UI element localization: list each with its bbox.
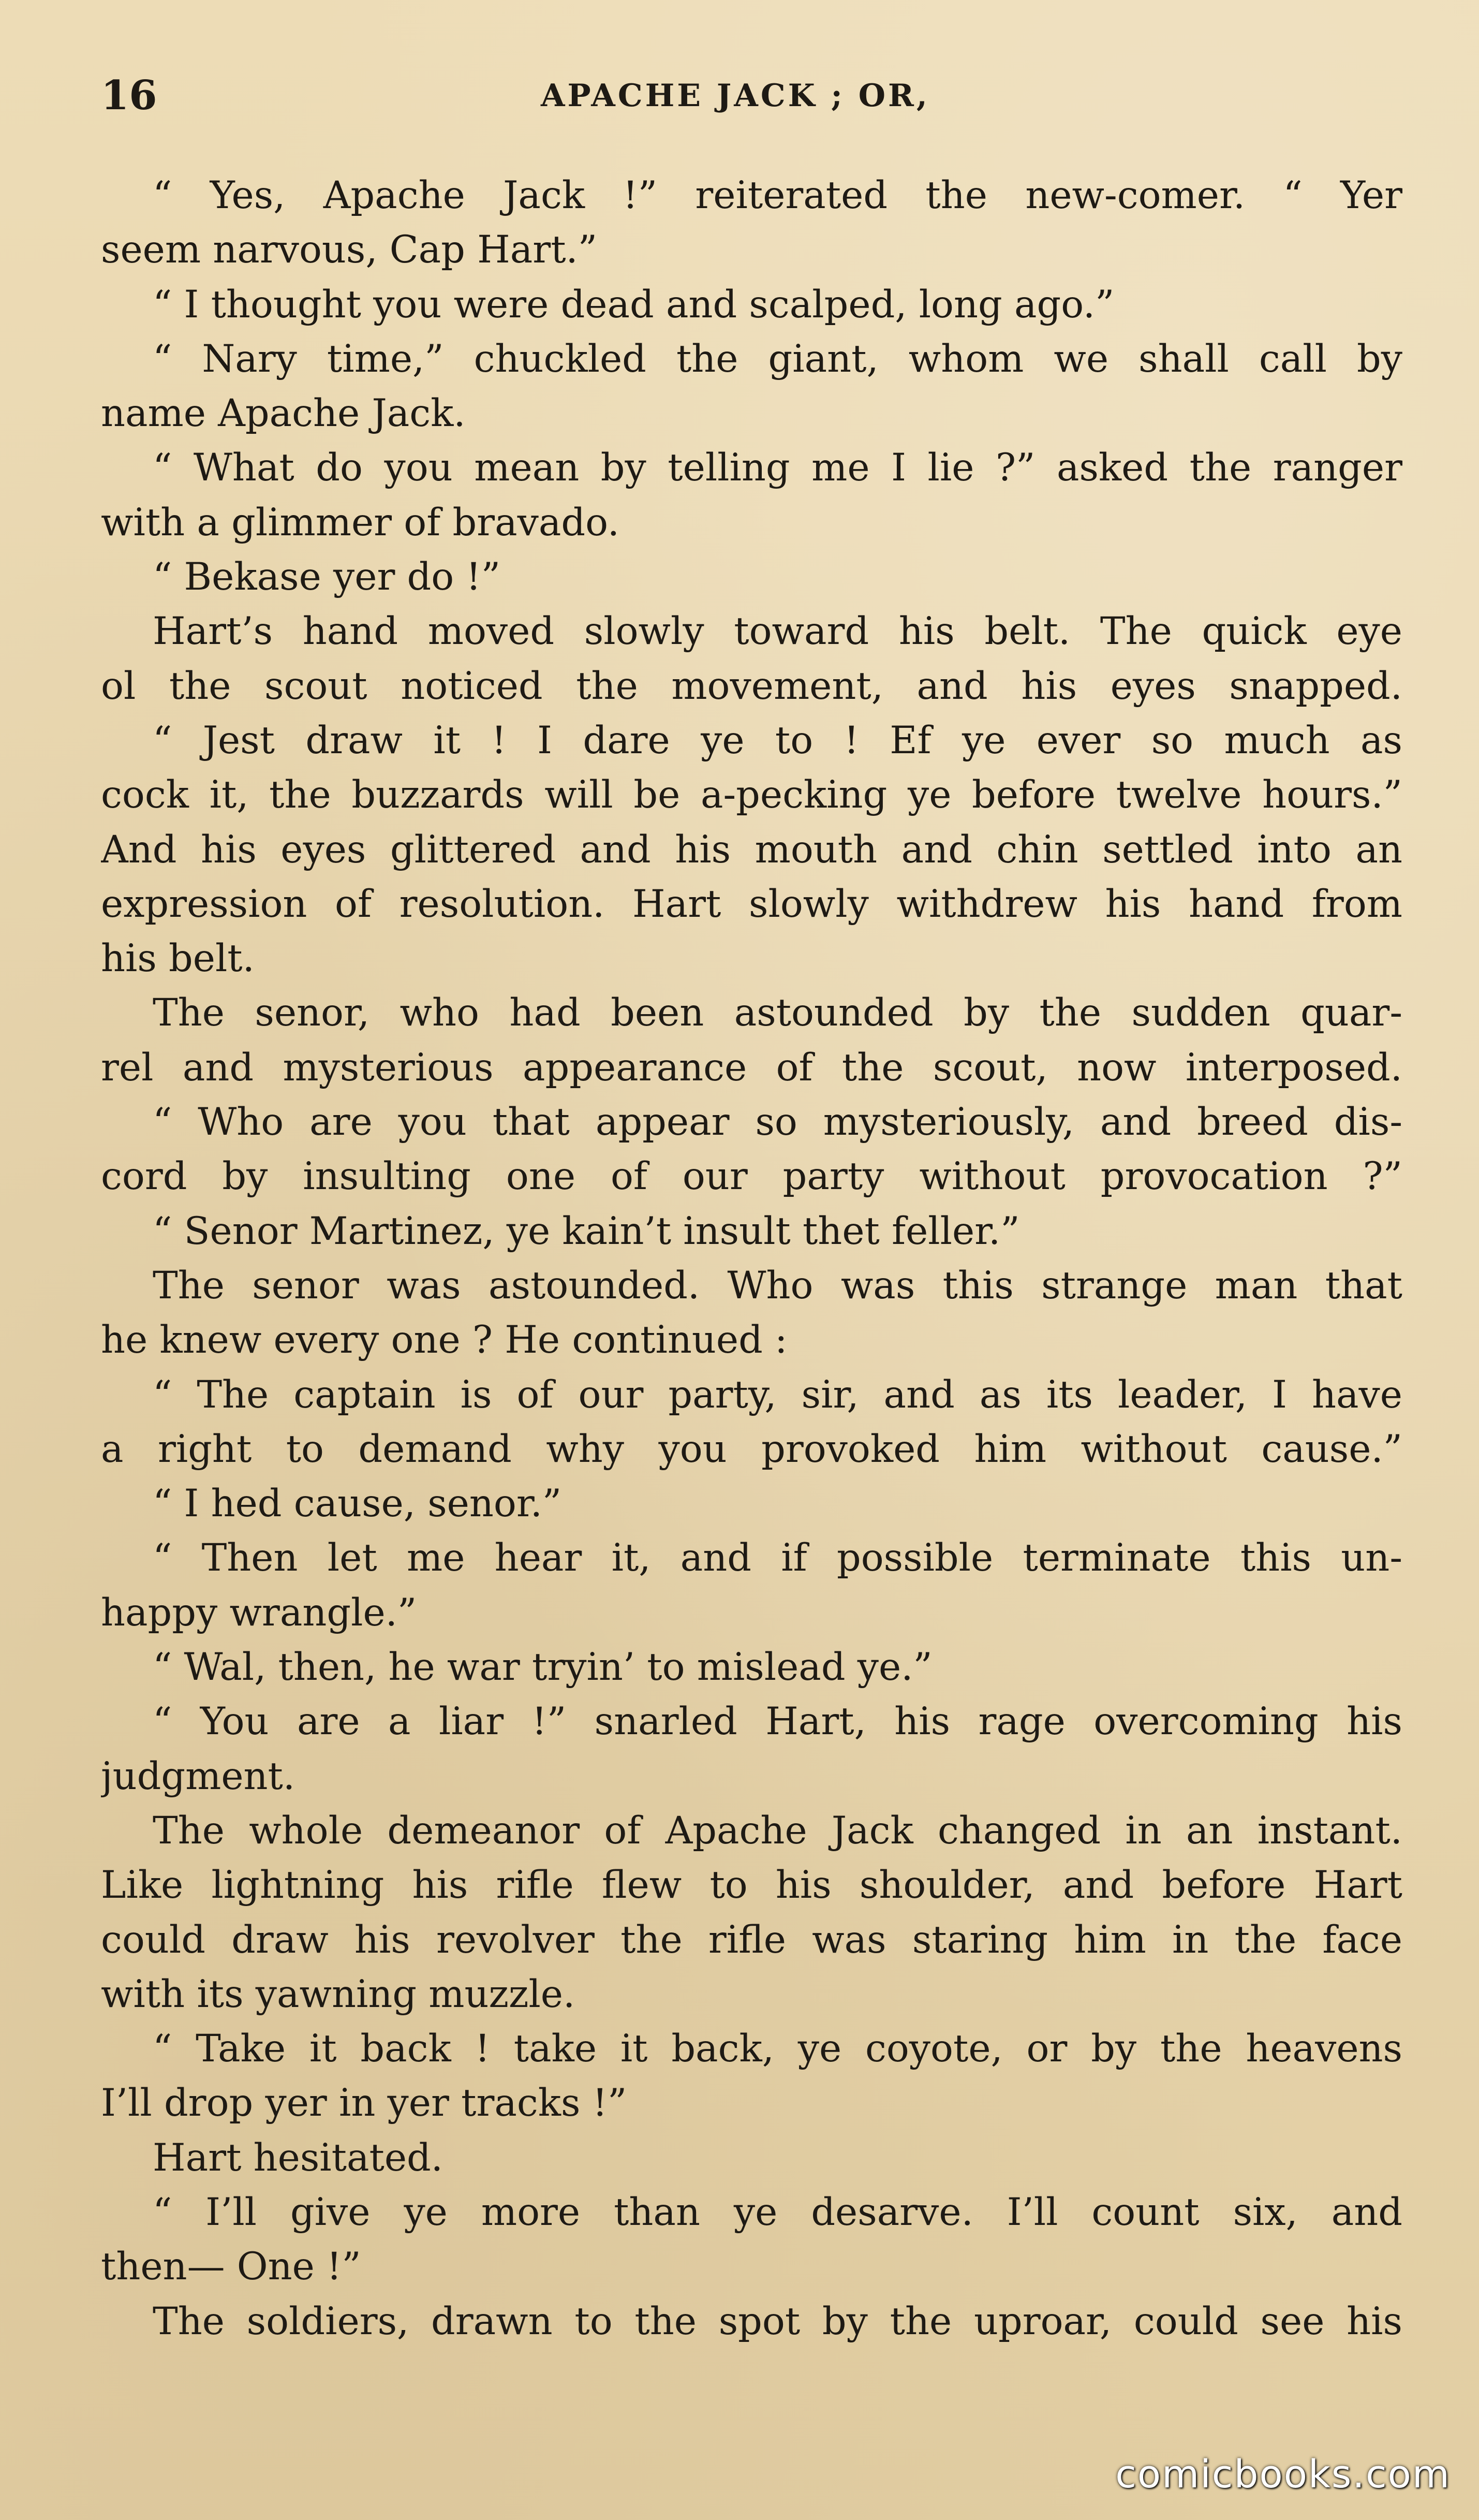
text-line: “ Bekase yer do !”	[153, 555, 501, 599]
text-line: “ The captain is of our party, sir, and as its leader, I have	[153, 1372, 1402, 1417]
text-line: ol the scout noticed the movement, and his eyes snapped.	[101, 664, 1402, 708]
text-line: could draw his revolver the rifle was staring him in the face	[101, 1917, 1402, 1962]
text-line: cock it, the buzzards will be a-pecking ye before twelve hours.”	[101, 773, 1402, 817]
watermark: comicbooks.com	[1115, 2452, 1451, 2497]
text-line: “ What do you mean by telling me I lie ?” asked the ranger	[153, 446, 1402, 490]
text-line: happy wrangle.”	[101, 1590, 417, 1635]
text-line: he knew every one ? He continued :	[101, 1318, 788, 1362]
text-line: The senor, who had been astounded by the sudden quar-	[153, 991, 1402, 1035]
text-line: “ Nary time,” chuckled the giant, whom we shall call by	[153, 336, 1402, 381]
text-line: “ I hed cause, senor.”	[153, 1482, 562, 1526]
text-line: “ Yes, Apache Jack !” reiterated the new-comer. “ Yer	[153, 173, 1402, 217]
text-line: “ Jest draw it ! I dare ye to ! Ef ye ever so much as	[153, 718, 1402, 763]
text-line: The soldiers, drawn to the spot by the uproar, could see his	[153, 2299, 1402, 2343]
text-line: name Apache Jack.	[101, 391, 466, 436]
page-header	[101, 67, 1401, 124]
text-line: “ Wal, then, he war tryin’ to mislead ye.”	[153, 1645, 933, 1690]
text-line: “ Take it back ! take it back, ye coyote, or by the heavens	[153, 2027, 1402, 2071]
text-line: “ You are a liar !” snarled Hart, his rage overcoming his	[153, 1699, 1402, 1744]
running-head: APACHE JACK ; OR,	[541, 78, 930, 114]
text-line: a right to demand why you provoked him without cause.”	[101, 1427, 1402, 1471]
text-line: Hart hesitated.	[153, 2135, 443, 2180]
text-line: “ I thought you were dead and scalped, long ago.”	[153, 282, 1115, 327]
text-line: “ Who are you that appear so mysteriously, and breed dis-	[153, 1100, 1402, 1145]
text-line: expression of resolution. Hart slowly withdrew his hand from	[101, 882, 1402, 926]
text-line: I’ll drop yer in yer tracks !”	[101, 2081, 627, 2126]
text-line: with a glimmer of bravado.	[101, 500, 619, 545]
text-line: The whole demeanor of Apache Jack changed in an instant.	[153, 1808, 1402, 1853]
text-line: rel and mysterious appearance of the scout, now interposed.	[101, 1045, 1402, 1090]
body-text	[101, 168, 1402, 2349]
text-line: cord by insulting one of our party without provocation ?”	[101, 1154, 1402, 1199]
page-number: 16	[101, 72, 157, 119]
text-line: Like lightning his rifle flew to his shoulder, and before Hart	[101, 1863, 1402, 1908]
text-line: then— One !”	[101, 2245, 361, 2289]
text-line: “ Senor Martinez, ye kain’t insult thet feller.”	[153, 1209, 1020, 1253]
text-line: “ Then let me hear it, and if possible terminate this un-	[153, 1536, 1402, 1580]
text-line: judgment.	[101, 1754, 295, 1798]
text-line: And his eyes glittered and his mouth and chin settled into an	[101, 827, 1402, 872]
text-line: seem narvous, Cap Hart.”	[101, 228, 598, 272]
text-line: “ I’ll give ye more than ye desarve. I’ll count six, and	[153, 2190, 1402, 2234]
text-line: with its yawning muzzle.	[101, 1972, 575, 2016]
text-line: The senor was astounded. Who was this strange man that	[153, 1263, 1402, 1308]
text-line: Hart’s hand moved slowly toward his belt. The quick eye	[153, 609, 1402, 654]
text-line: his belt.	[101, 936, 255, 981]
